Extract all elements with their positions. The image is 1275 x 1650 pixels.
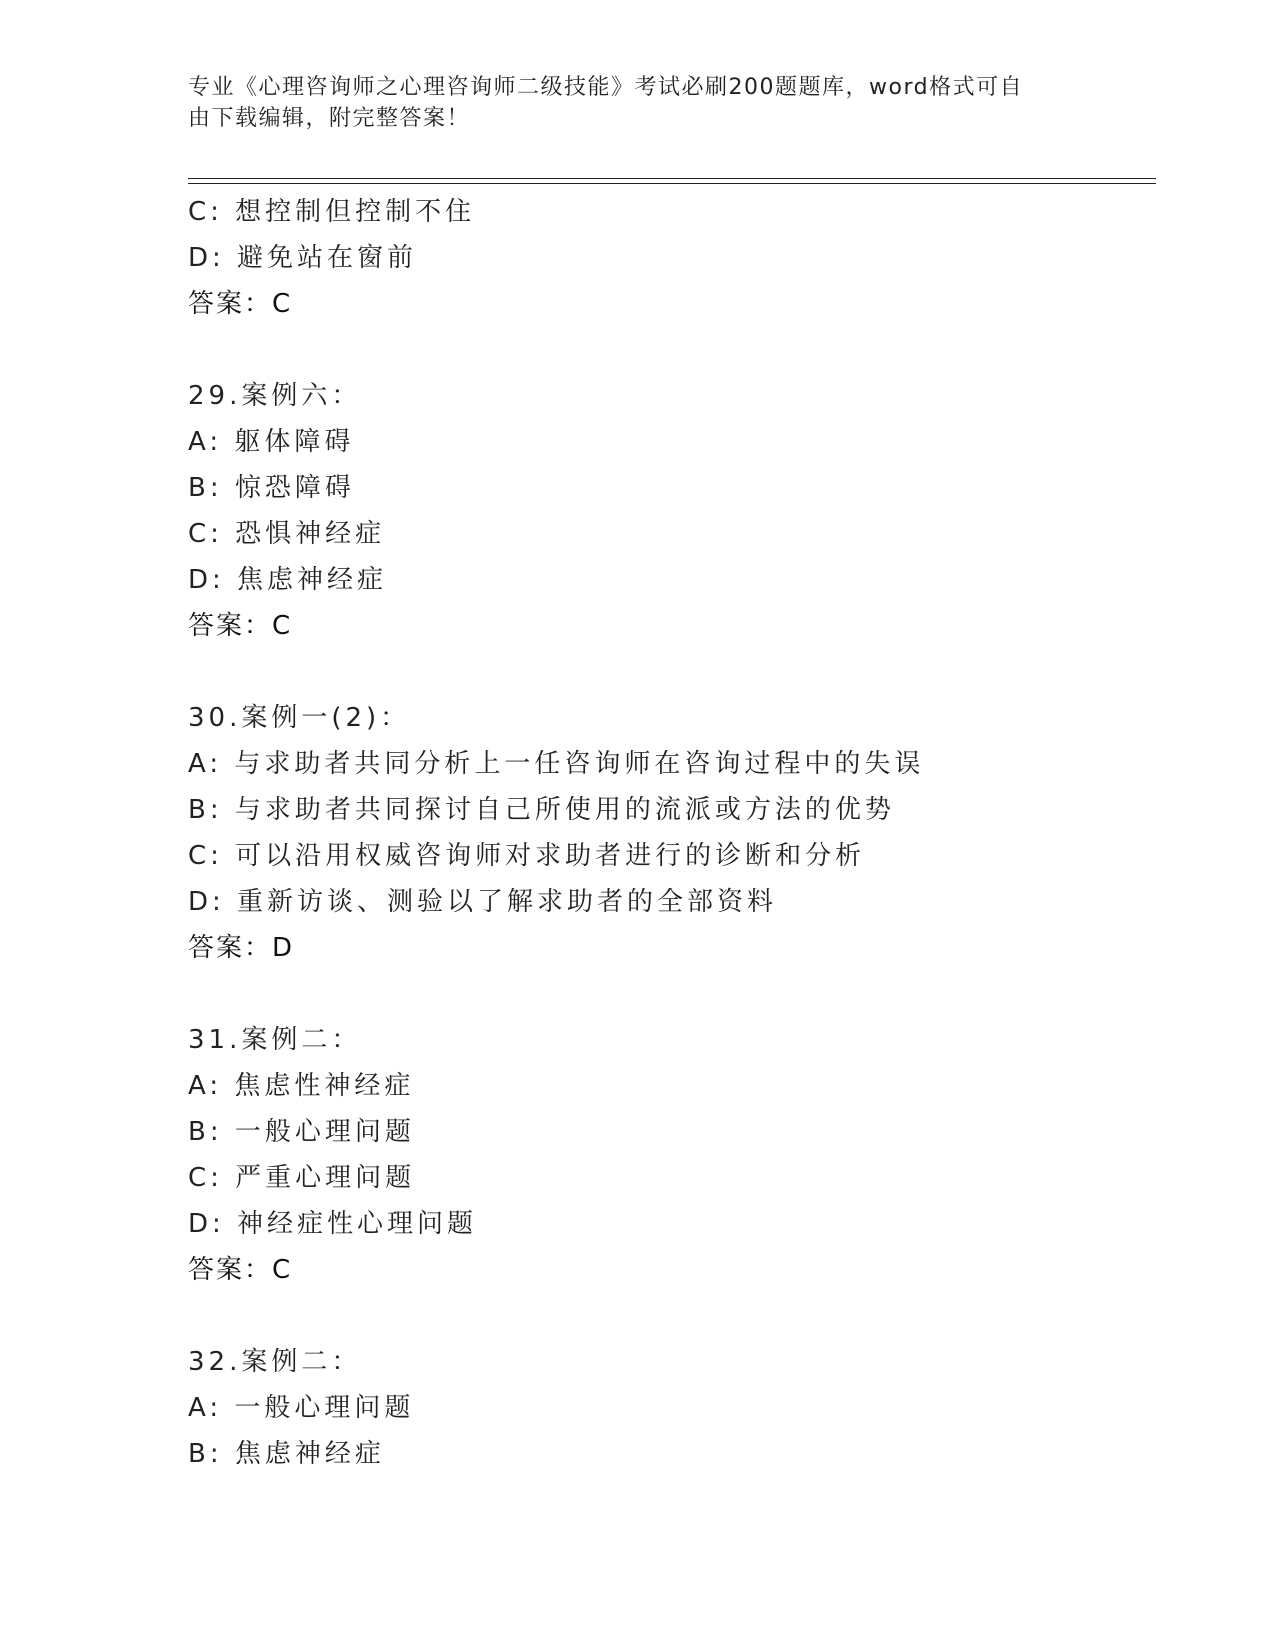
option-line: A: 与求助者共同分析上一任咨询师在咨询过程中的失误 [188, 749, 925, 779]
answer-line: 答案：C [188, 1255, 293, 1285]
document-header [188, 72, 1068, 134]
answer-line: 答案：D [188, 933, 295, 963]
header-divider-bottom [188, 183, 1156, 184]
option-line: A: 躯体障碍 [188, 427, 355, 457]
option-line: D: 避免站在窗前 [188, 243, 418, 273]
option-line: C: 想控制但控制不住 [188, 197, 476, 227]
header-divider-top [188, 178, 1156, 179]
option-line: C: 严重心理问题 [188, 1163, 416, 1193]
answer-line: 答案：C [188, 289, 293, 319]
option-line: C: 恐惧神经症 [188, 519, 386, 549]
question-title: 30.案例一(2)： [188, 703, 411, 733]
option-line: A: 焦虑性神经症 [188, 1071, 415, 1101]
blank-spacer [188, 1293, 1156, 1339]
blank-spacer [188, 327, 1156, 373]
question-title: 31.案例二： [188, 1025, 362, 1055]
answer-line: 答案：C [188, 611, 293, 641]
option-line: C: 可以沿用权威咨询师对求助者进行的诊断和分析 [188, 841, 866, 871]
question-list [188, 189, 1156, 1477]
question-title: 29.案例六： [188, 381, 362, 411]
option-line: B: 惊恐障碍 [188, 473, 355, 503]
option-line: D: 焦虑神经症 [188, 565, 388, 595]
header-line-1: 专业《心理咨询师之心理咨询师二级技能》考试必刷200题题库，word格式可自 [188, 75, 1024, 100]
option-line: B: 与求助者共同探讨自己所使用的流派或方法的优势 [188, 795, 895, 825]
option-line: A: 一般心理问题 [188, 1393, 415, 1423]
blank-spacer [188, 971, 1156, 1017]
option-line: B: 一般心理问题 [188, 1117, 415, 1147]
option-line: D: 神经症性心理问题 [188, 1209, 478, 1239]
option-line: B: 焦虑神经症 [188, 1439, 385, 1469]
blank-spacer [188, 649, 1156, 695]
option-line: D: 重新访谈、测验以了解求助者的全部资料 [188, 887, 778, 917]
question-title: 32.案例二： [188, 1347, 362, 1377]
header-line-2: 由下载编辑，附完整答案！ [188, 106, 471, 131]
